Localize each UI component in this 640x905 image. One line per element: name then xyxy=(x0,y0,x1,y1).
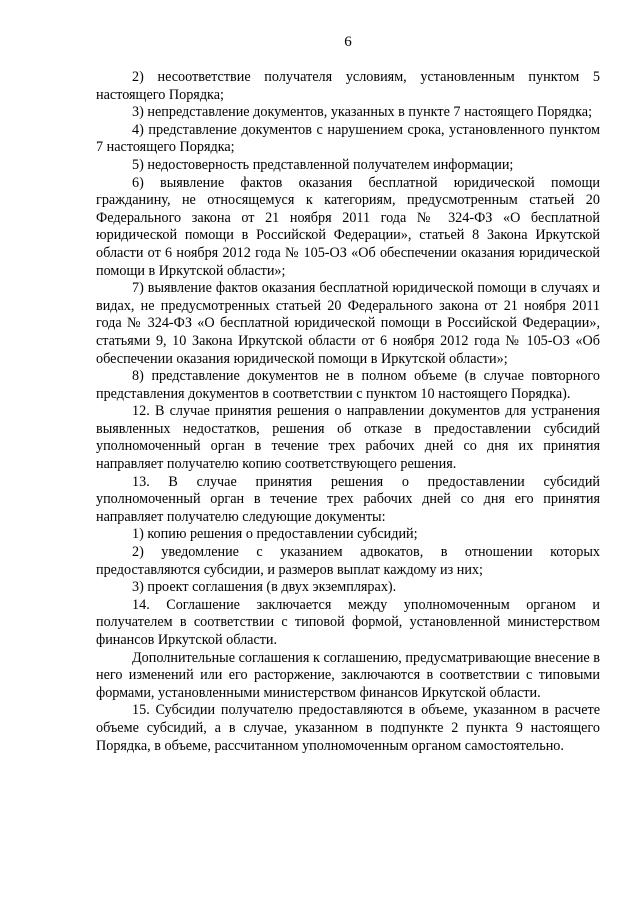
section-paragraph: 13. В случае принятия решения о предоставлении субсидий уполномоченный орган в течение трех рабочих дней со дня его принятия направляет получателю следующие документы: xyxy=(96,473,600,525)
list-item: 4) представление документов с нарушением срока, установленного пунктом 7 настоящего Порядка; xyxy=(96,121,600,156)
list-item: 6) выявление фактов оказания бесплатной юридической помощи гражданину, не относящемуся к категориям, предусмотренным статьей 20 Федерального закона от 21 ноября 2011 года № 324-ФЗ «О бесплатной юридической помощи в Российской Федерации», статьей 8 Закона Иркутской области от 6 ноября 2012 года № 105-ОЗ «Об обеспечении оказания юридической помощи в Иркутской области»; xyxy=(96,174,600,279)
list-item: 1) копию решения о предоставлении субсидий; xyxy=(132,526,418,543)
list-item: 2) несоответствие получателя условиям, установленным пунктом 5 настоящего Порядка; xyxy=(96,69,600,103)
list-item: 2) уведомление с указанием адвокатов, в отношении которых предоставляются субсидии, и размеров выплат каждому из них; xyxy=(96,544,600,578)
section-paragraph: 12. В случае принятия решения о направлении документов для устранения выявленных недостатков, решения об отказе в предоставлении субсидий уполномоченный орган в течение трех рабочих дней со дня их принятия направляет получателю копию соответствующего решения. xyxy=(96,403,600,473)
list-item: 7) выявление фактов оказания бесплатной юридической помощи в случаях и видах, не предусмотренных статьей 20 Федерального закона от 21 ноября 2011 года № 324-ФЗ «О бесплатной юридической помощи в Российской Федерации», статьями 9, 10 Закона Иркутской области от 6 ноября 2012 года № 105-ОЗ «Об обеспечении оказания юридической помощи в Иркутской области»; xyxy=(96,280,600,367)
list-item: 3) непредставление документов, указанных в пункте 7 настоящего Порядка; xyxy=(132,104,593,121)
document-body xyxy=(96,69,600,755)
page-number: 6 xyxy=(344,34,352,50)
list-item: 5) недостоверность представленной получателем информации; xyxy=(132,156,514,173)
list-item: 3) проект соглашения (в двух экземплярах). xyxy=(132,579,397,596)
section-paragraph: Дополнительные соглашения к соглашению, предусматривающие внесение в него изменений или его расторжение, заключаются в соответствии с типовыми формами, установленными министерством финансов Иркутской области. xyxy=(96,649,600,701)
list-item: 8) представление документов не в полном объеме (в случае повторного представления документов в соответствии с пунктом 10 настоящего Порядка). xyxy=(96,368,600,402)
section-paragraph: 15. Субсидии получателю предоставляются в объеме, указанном в расчете объеме субсидий, а в случае, указанном в подпункте 2 пункта 9 настоящего Порядка, в объеме, рассчитанном уполномоченным органом самостоятельно. xyxy=(96,702,600,754)
section-paragraph: 14. Соглашение заключается между уполномоченным органом и получателем в соответствии с типовой формой, установленной министерством финансов Иркутской области. xyxy=(96,596,600,648)
